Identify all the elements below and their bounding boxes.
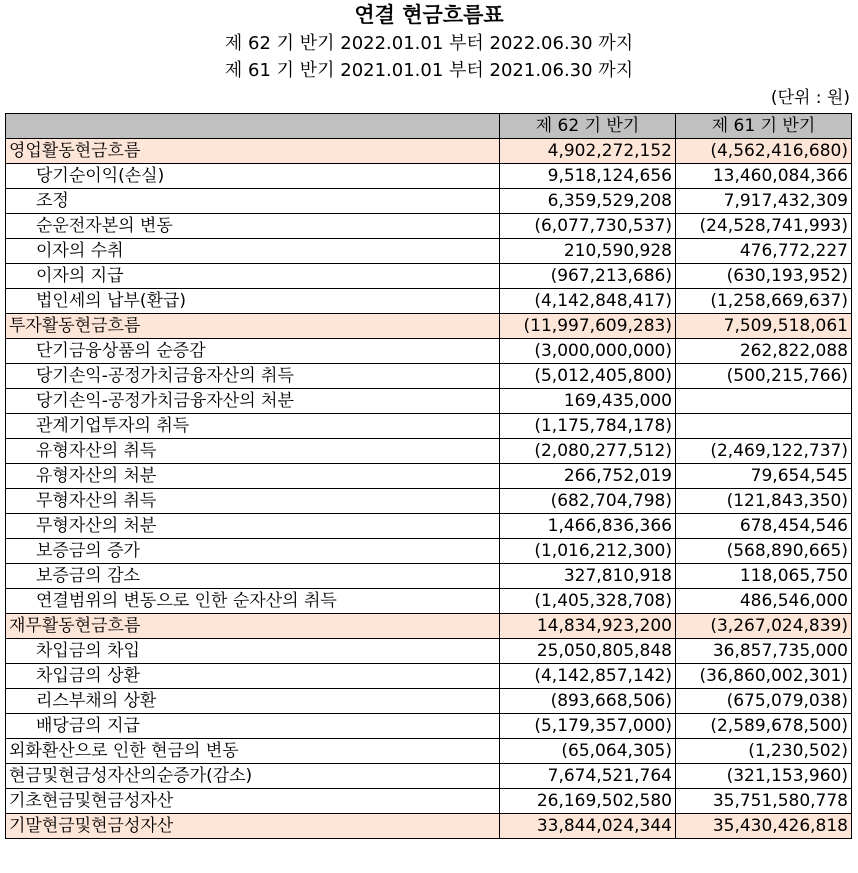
current-period-value: 210,590,928: [500, 239, 676, 264]
row-label: 단기금융상품의 순증감: [6, 339, 500, 364]
table-row: [6, 464, 852, 489]
total-row: [6, 789, 852, 814]
current-period-value: 327,810,918: [500, 564, 676, 589]
current-period-value: (4,142,848,417): [500, 289, 676, 314]
current-period-value: 7,674,521,764: [500, 764, 676, 789]
table-row: [6, 489, 852, 514]
current-period-value: 25,050,805,848: [500, 639, 676, 664]
current-period-value: (5,012,405,800): [500, 364, 676, 389]
cash-flow-table: [5, 113, 852, 839]
prior-period-value: 35,751,580,778: [676, 789, 852, 814]
table-row: [6, 514, 852, 539]
row-label: 관계기업투자의 취득: [6, 414, 500, 439]
prior-period-value: (2,589,678,500): [676, 714, 852, 739]
row-label: 영업활동현금흐름: [6, 139, 500, 164]
prior-period-value: (1,258,669,637): [676, 289, 852, 314]
prior-period-value: (2,469,122,737): [676, 439, 852, 464]
prior-period-value: 118,065,750: [676, 564, 852, 589]
row-label: 리스부채의 상환: [6, 689, 500, 714]
header-current-period: 제 62 기 반기: [500, 114, 676, 139]
current-period-value: 14,834,923,200: [500, 614, 676, 639]
prior-period-value: 13,460,084,366: [676, 164, 852, 189]
prior-period-value: (4,562,416,680): [676, 139, 852, 164]
prior-period-value: [676, 389, 852, 414]
table-row: [6, 239, 852, 264]
row-label: 연결범위의 변동으로 인한 순자산의 취득: [6, 589, 500, 614]
prior-period-value: (321,153,960): [676, 764, 852, 789]
row-label: 당기손익-공정가치금융자산의 취득: [6, 364, 500, 389]
prior-period-value: 36,857,735,000: [676, 639, 852, 664]
current-period-value: (2,080,277,512): [500, 439, 676, 464]
table-row: [6, 389, 852, 414]
current-period-value: 1,466,836,366: [500, 514, 676, 539]
section-row: [6, 314, 852, 339]
current-period-value: (1,405,328,708): [500, 589, 676, 614]
prior-period-value: (675,079,038): [676, 689, 852, 714]
prior-period-value: 476,772,227: [676, 239, 852, 264]
table-row: [6, 664, 852, 689]
table-row: [6, 439, 852, 464]
row-label: 순운전자본의 변동: [6, 214, 500, 239]
total-row: [6, 739, 852, 764]
table-row: [6, 589, 852, 614]
header-label-column: [6, 114, 500, 139]
table-row: [6, 539, 852, 564]
prior-period-value: 486,546,000: [676, 589, 852, 614]
table-body: [6, 139, 852, 839]
table-row: [6, 189, 852, 214]
current-period-value: (967,213,686): [500, 264, 676, 289]
current-period-value: 6,359,529,208: [500, 189, 676, 214]
row-label: 기초현금및현금성자산: [6, 789, 500, 814]
total-row: [6, 764, 852, 789]
current-period-value: (6,077,730,537): [500, 214, 676, 239]
row-label: 배당금의 지급: [6, 714, 500, 739]
current-period-value: 26,169,502,580: [500, 789, 676, 814]
prior-period-value: 79,654,545: [676, 464, 852, 489]
prior-period-value: (630,193,952): [676, 264, 852, 289]
current-period-value: (65,064,305): [500, 739, 676, 764]
prior-period-value: 262,822,088: [676, 339, 852, 364]
row-label: 보증금의 감소: [6, 564, 500, 589]
current-period-value: 266,752,019: [500, 464, 676, 489]
period-current: 제 62 기 반기 2022.01.01 부터 2022.06.30 까지: [224, 33, 634, 54]
section-row: [6, 814, 852, 839]
table-row: [6, 689, 852, 714]
current-period-value: 9,518,124,656: [500, 164, 676, 189]
prior-period-value: (121,843,350): [676, 489, 852, 514]
table-row: [6, 564, 852, 589]
prior-period-value: 7,509,518,061: [676, 314, 852, 339]
current-period-value: (1,175,784,178): [500, 414, 676, 439]
section-row: [6, 139, 852, 164]
prior-period-value: (3,267,024,839): [676, 614, 852, 639]
prior-period-value: 678,454,546: [676, 514, 852, 539]
prior-period-value: 7,917,432,309: [676, 189, 852, 214]
table-row: [6, 364, 852, 389]
prior-period-value: 35,430,426,818: [676, 814, 852, 839]
prior-period-value: (24,528,741,993): [676, 214, 852, 239]
table-row: [6, 414, 852, 439]
current-period-value: 169,435,000: [500, 389, 676, 414]
current-period-value: 4,902,272,152: [500, 139, 676, 164]
row-label: 보증금의 증가: [6, 539, 500, 564]
current-period-value: (3,000,000,000): [500, 339, 676, 364]
table-header-row: [6, 114, 852, 139]
period-prior: 제 61 기 반기 2021.01.01 부터 2021.06.30 까지: [224, 60, 634, 81]
unit-label: (단위 : 원): [770, 88, 850, 108]
current-period-value: (682,704,798): [500, 489, 676, 514]
row-label: 투자활동현금흐름: [6, 314, 500, 339]
table-row: [6, 164, 852, 189]
section-row: [6, 614, 852, 639]
row-label: 당기순이익(손실): [6, 164, 500, 189]
row-label: 유형자산의 취득: [6, 439, 500, 464]
row-label: 기말현금및현금성자산: [6, 814, 500, 839]
table-row: [6, 714, 852, 739]
row-label: 무형자산의 처분: [6, 514, 500, 539]
row-label: 조정: [6, 189, 500, 214]
current-period-value: (4,142,857,142): [500, 664, 676, 689]
row-label: 현금및현금성자산의순증가(감소): [6, 764, 500, 789]
row-label: 차입금의 상환: [6, 664, 500, 689]
row-label: 차입금의 차입: [6, 639, 500, 664]
current-period-value: (11,997,609,283): [500, 314, 676, 339]
row-label: 법인세의 납부(환급): [6, 289, 500, 314]
row-label: 외화환산으로 인한 현금의 변동: [6, 739, 500, 764]
prior-period-value: (36,860,002,301): [676, 664, 852, 689]
table-row: [6, 289, 852, 314]
row-label: 당기손익-공정가치금융자산의 처분: [6, 389, 500, 414]
row-label: 재무활동현금흐름: [6, 614, 500, 639]
current-period-value: 33,844,024,344: [500, 814, 676, 839]
row-label: 유형자산의 처분: [6, 464, 500, 489]
current-period-value: (5,179,357,000): [500, 714, 676, 739]
header-prior-period: 제 61 기 반기: [676, 114, 852, 139]
current-period-value: (893,668,506): [500, 689, 676, 714]
table-row: [6, 639, 852, 664]
row-label: 이자의 수취: [6, 239, 500, 264]
row-label: 이자의 지급: [6, 264, 500, 289]
prior-period-value: (568,890,665): [676, 539, 852, 564]
table-row: [6, 264, 852, 289]
table-row: [6, 214, 852, 239]
current-period-value: (1,016,212,300): [500, 539, 676, 564]
prior-period-value: (1,230,502): [676, 739, 852, 764]
prior-period-value: [676, 414, 852, 439]
prior-period-value: (500,215,766): [676, 364, 852, 389]
row-label: 무형자산의 취득: [6, 489, 500, 514]
table-row: [6, 339, 852, 364]
document-title: 연결 현금흐름표: [354, 3, 504, 27]
